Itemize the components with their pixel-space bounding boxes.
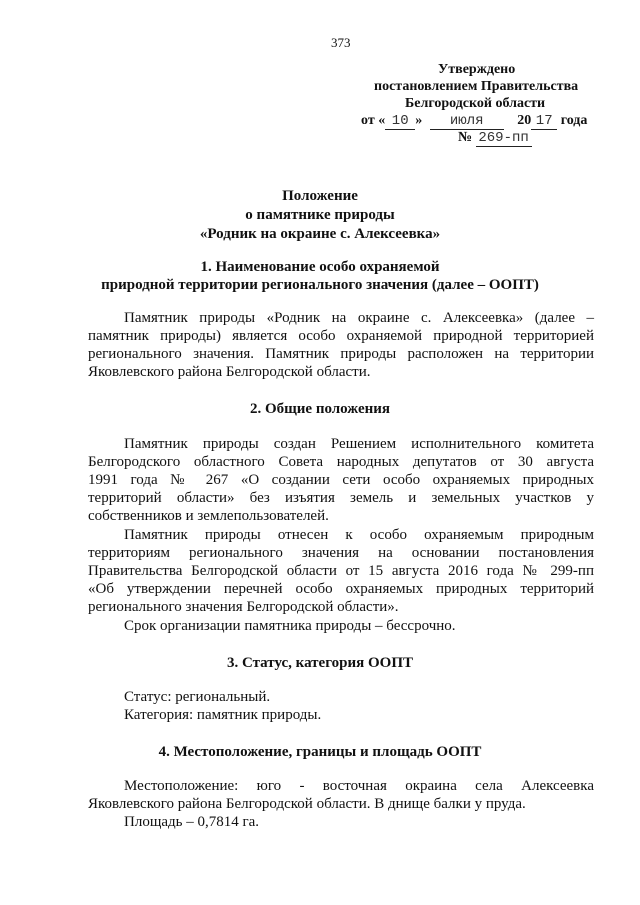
approval-line-2: постановлением Правительства [374, 79, 579, 94]
section-3-heading: 3. Статус, категория ООПТ [226, 655, 413, 671]
section-1-line-1: Памятник природы «Родник на окраине с. Алексеевка» (далее – [124, 310, 594, 326]
section-2-p2-line-5: регионального значения Белгородской области». [88, 599, 399, 615]
date-mid: » [415, 113, 423, 128]
section-2-p1-line-5: собственников и землепользователей. [88, 508, 329, 524]
section-2-p2-line-2: территориям регионального значения на основании постановления [88, 545, 594, 561]
area-line: Площадь – 0,7814 га. [124, 814, 260, 830]
approval-number-line [458, 130, 532, 147]
number-prefix: № [458, 130, 473, 145]
section-1-line-4: Яковлевского района Белгородской области. [88, 364, 371, 380]
section-1-heading-line-2: природной территории регионального значения (далее – ООПТ) [101, 277, 539, 293]
title-line-3: «Родник на окраине с. Алексеевка» [199, 226, 441, 242]
page-number: 373 [331, 35, 351, 50]
section-1-line-3: регионального значения. Памятник природы расположен на территории [88, 346, 594, 362]
date-year-prefix: 20 [517, 113, 532, 128]
status-line: Статус: региональный. [124, 689, 271, 705]
date-year-suffix: 17 [531, 113, 557, 130]
location-line-1: Местоположение: юго - восточная окраина села Алексеевка [124, 778, 594, 794]
section-2-p1-line-2: Белгородского областного Совета народных депутатов от 30 августа [88, 454, 594, 470]
date-year-word: года [560, 113, 588, 128]
date-day: 10 [385, 113, 415, 130]
section-2-p1-line-3: 1991 года № 267 «О создании сети особо охраняемых природных [88, 472, 594, 488]
date-month: июля [430, 113, 504, 130]
location-line-2: Яковлевского района Белгородской области. В днище балки у пруда. [88, 796, 526, 812]
section-1-line-2: памятник природы) является особо охраняемой природной территорией [88, 328, 594, 344]
title-line-2: о памятнике природы [245, 207, 395, 223]
section-2-p2-line-3: Правительства Белгородской области от 15 августа 2016 года № 299-пп [88, 563, 594, 579]
section-2-p2-line-1: Памятник природы отнесен к особо охраняемым природным [124, 527, 594, 543]
date-prefix: от « [361, 113, 386, 128]
section-2-p1-line-1: Памятник природы создан Решением исполнительного комитета [124, 436, 594, 452]
category-line: Категория: памятник природы. [124, 707, 322, 723]
document-number: 269-пп [476, 130, 532, 147]
title-line-1: Положение [282, 188, 358, 204]
approval-line-3: Белгородской области [405, 96, 546, 111]
section-4-heading: 4. Местоположение, границы и площадь ООПТ [158, 744, 482, 760]
approval-line-1: Утверждено [438, 62, 516, 77]
section-1-heading-line-1: 1. Наименование особо охраняемой [200, 259, 440, 275]
approval-date-line [361, 113, 587, 130]
section-2-p3: Срок организации памятника природы – бессрочно. [124, 618, 456, 634]
section-2-p1-line-4: территорий области» без изъятия земель и земельных участков у [88, 490, 594, 506]
section-2-heading: 2. Общие положения [249, 401, 391, 417]
section-2-p2-line-4: «Об утверждении перечней особо охраняемых природных территорий [88, 581, 594, 597]
